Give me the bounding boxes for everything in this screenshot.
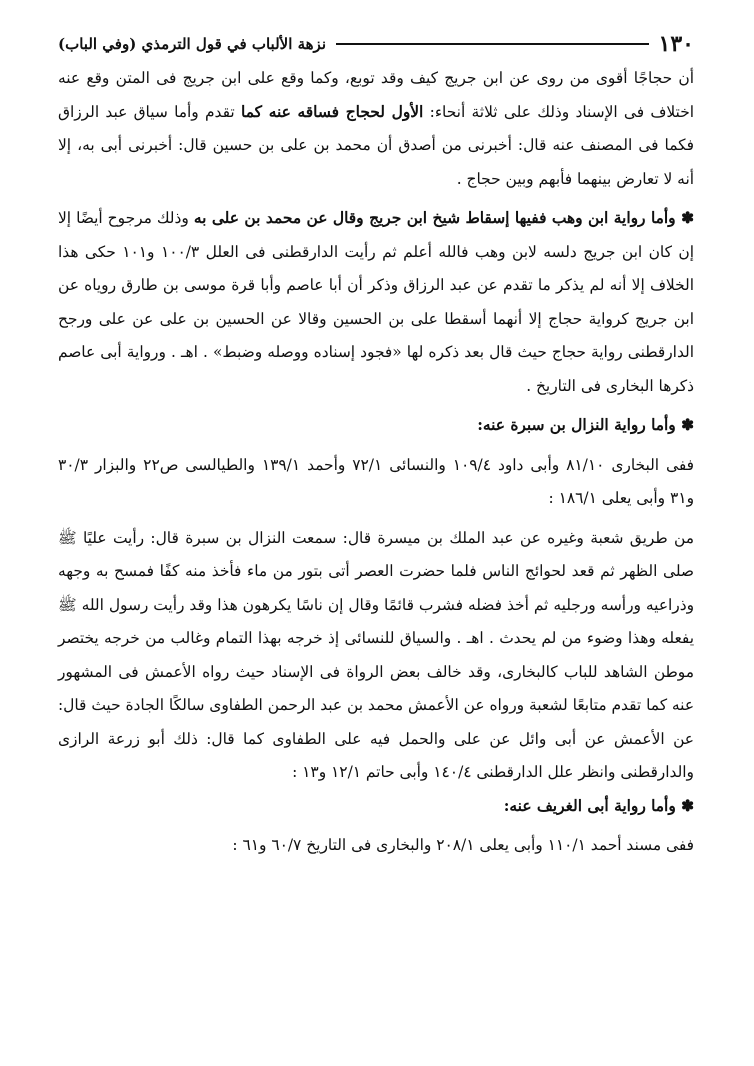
paragraph-2 — [58, 202, 694, 403]
bold-text-run: الأول لحجاج فساقه عنه كما — [241, 102, 424, 121]
running-title: نزهة الألباب في قول الترمذي (وفي الباب) — [58, 35, 326, 53]
text-run: وذلك مرجوح أيضًا إلا إن كان ابن جريج دلسه لابن وهب فالله أعلم ثم رأيت الدارقطنى فى العلل ١٠٠/٣ و١٠١ حكى هذا الخلاف إلا أنه لم يذكر ما تقدم عن عبد الرزاق وذكر أن أبا عاصم وأبا قرة موسى بن طارق روياه عن ابن جريج كرواية حجاج إلا أنهما أسقطا على بن الحسين وقالا عن الحسين بن على عن على ورجح الدارقطنى رواية حجاج حيث قال بعد ذكره لها «فجود إسناده ووصله وضبط» . اهـ . ورواية أبى عاصم ذكرها البخارى فى التاريخ . — [58, 209, 694, 395]
text-run: ففى البخارى ٨١/١٠ وأبى داود ١٠٩/٤ والنسائى ٧٢/١ وأحمد ١٣٩/١ والطيالسى ص٢٢ والبزار ٣٠/٣ و٣١ وأبى يعلى ١٨٦/١ : — [58, 455, 695, 507]
paragraph-1 — [58, 62, 694, 196]
text-run: تقدم وأما سياق عبد الرزاق فكما فى المصنف عنه قال: أخبرنى من أصدق أن محمد بن على بن حسين قال: أخبرنى أبى به، إلا أنه لا تعارض بينهما فأبهم وبين حجاج . — [58, 102, 694, 188]
page-header — [58, 26, 694, 62]
page-body — [58, 62, 694, 863]
paragraph-references-1 — [58, 449, 694, 516]
section-lead-bold: ✽ وأما رواية ابن وهب ففيها إسقاط شيخ ابن جريج وقال عن محمد بن على به — [193, 209, 694, 227]
paragraph-references-2 — [58, 829, 694, 863]
heading-text: ✽ وأما رواية أبى الغريف عنه: — [503, 796, 694, 815]
section-heading-gharif — [58, 790, 694, 824]
header-rule — [336, 43, 649, 45]
text-run: من طريق شعبة وغيره عن عبد الملك بن ميسرة قال: سمعت النزال بن سبرة قال: رأيت عليًا ﷺ صلى الظهر ثم قعد لحوائج الناس فلما حضرت العصر أتى بتور من ماء فأخذ منه كفًا فمسح به وجهه وذراعيه ورأسه ورجليه ثم أخذ فضله فشرب قائمًا وقال إن ناسًا يكرهون هذا وقد رأيت رسول الله ﷺ يفعله وهذا وضوء من لم يحدث . اهـ . والسياق للنسائى إذ خرجه بهذا التمام وغالب من خرجه يختصر موطن الشاهد للباب كالبخارى، وقد خالف بعض الرواة فى الإسناد حيث رواه الأعمش فى المشهور عنه كما تقدم متابعًا لشعبة ورواه عن الأعمش محمد بن عبد الرحمن الطفاوى سالكًا الجادة حيث قال: عن الأعمش عن أبى وائل عن على والحمل فيه على الطفاوى كما قال: ذلك أبو زرعة الرازى والدارقطنى وانظر علل الدارقطنى ١٤٠/٤ وأبى حاتم ١٢/١ و١٣ : — [58, 528, 694, 781]
section-heading-nazzal — [58, 409, 694, 443]
paragraph-hadith — [58, 522, 694, 790]
book-page — [58, 26, 694, 1066]
text-run: ففى مسند أحمد ١١٠/١ وأبى يعلى ٢٠٨/١ والبخارى فى التاريخ ٦٠/٧ و٦١ : — [232, 836, 694, 854]
heading-text: ✽ وأما رواية النزال بن سبرة عنه: — [477, 416, 694, 434]
page-number: ١٣٠ — [658, 31, 694, 57]
text-run: أن حجاجًا أقوى من روى عن ابن جريج كيف وقد توبع، وكما وقع على ابن جريج فى المتن وقع عنه اختلاف فى الإسناد وذلك على ثلاثة أنحاء: — [58, 69, 694, 121]
